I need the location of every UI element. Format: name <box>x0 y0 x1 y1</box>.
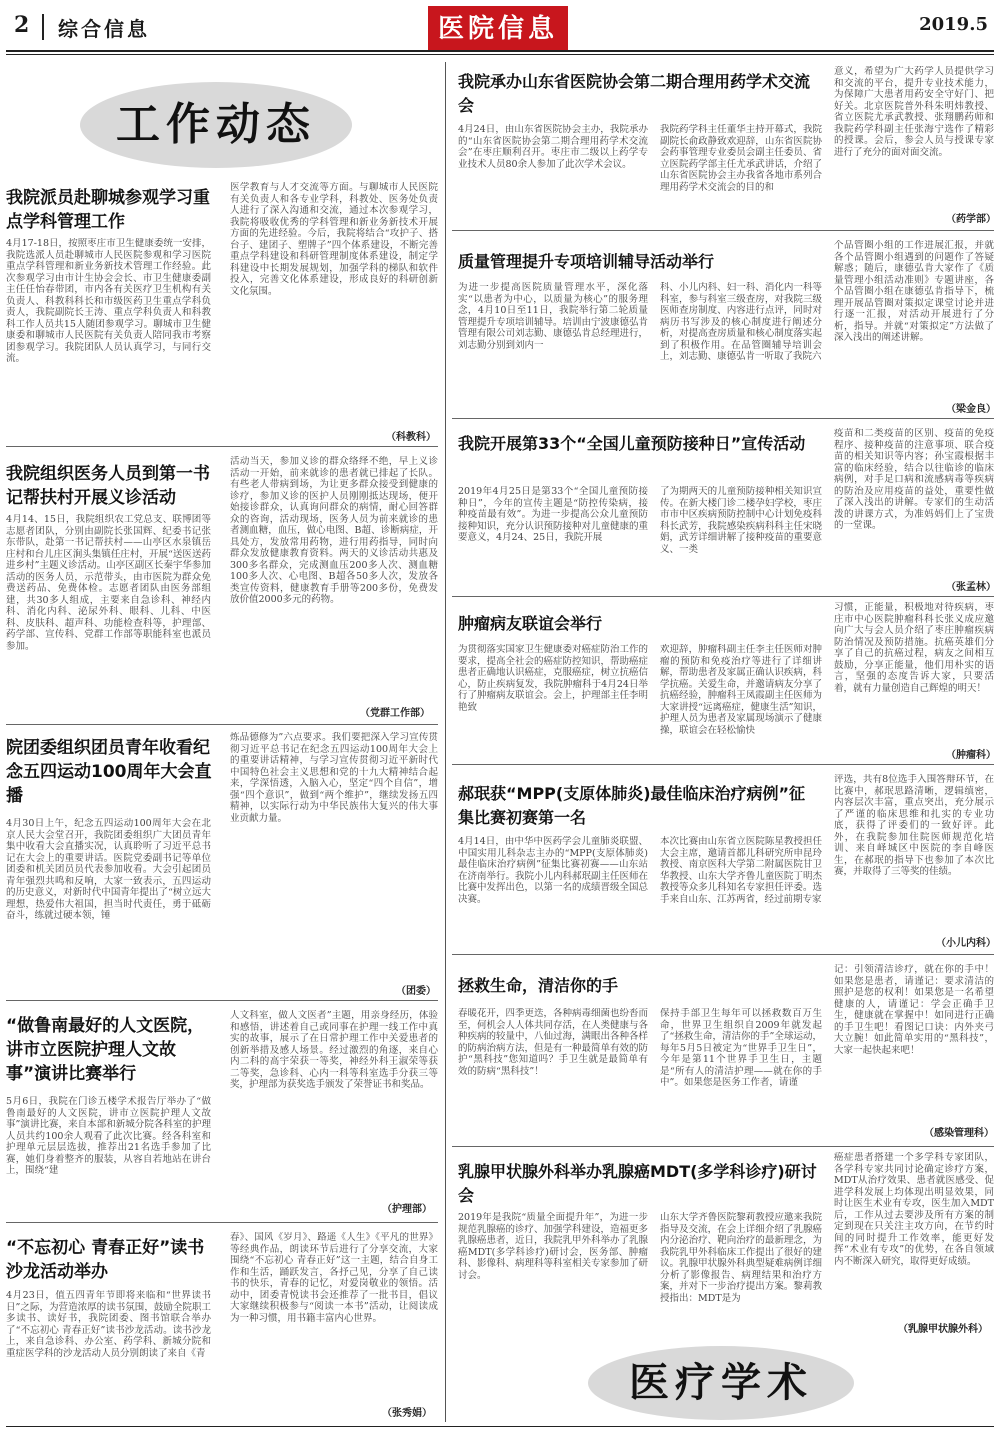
section-banner-medical-academic: 医疗学术 <box>588 1346 854 1420</box>
article-body: 本次比赛由山东省立医院陈星教授担任大会主席，邀请首都儿科研究所申昆玲教授、南京医科大学第二附属医院甘卫华教授、山东大学齐鲁儿童医院丁明杰教授等众多儿科知名专家担任评委。选手来自山东、江苏两省，经过前期专家 <box>660 836 822 905</box>
article-body: 疫苗和二类疫苗的区别、疫苗的免疫程序、接种疫苗的注意事项、联合疫苗的相关知识等内容；孙宝霞根据丰富的临床经验，结合以往临诊的临床病例，对手足口病和流感病毒等疾病的防治及应用疫苗的益处，重要性做了深入浅出的讲解。专家们的生动活泼的讲课方式，为准妈妈们上了宝贵的一堂课。 <box>834 428 994 531</box>
article-author: （梁金良） <box>946 404 996 415</box>
article-body: 4月14日，由中华中医药学会儿童肺炎联盟、中国实用儿科杂志主办的“MPP(支原体肺炎)最佳临床治疗病例”征集比赛初赛——山东站在济南举行。我院小儿内科郝珉副主任医师在比赛中发挥出色，以第一名的成绩晋级全国总决赛。 <box>458 836 648 905</box>
article-author: （张秀娟） <box>382 1408 432 1419</box>
article-body: 2019年4月25日是第33个“全国儿童预防接种日”，今年的宣传主题是“防控传染病，接种疫苗最有效”。为进一步提高公众儿童预防接种知识，充分认识预防接种对儿童健康的重要意义，4月24、25日，我院开展 <box>458 486 648 543</box>
article-body: 春》、国风《岁月》、路遥《人生》《平凡的世界》等经典作品，朗读环节后进行了分享交流，大家围绕“不忘初心 青春正好”这一主题，结合自身工作和生活，踊跃发言，各抒己见，分享了自己读书的快乐，青春的记忆，对爱岗敬业的领悟。活动中，团委青悦读书会还推荐了一批书目，倡议大家继续积极参与“阅读一本书”活动，让阅读成为一种习惯，用书籍丰富内心世界。 <box>230 1232 438 1324</box>
article-author: （护理部） <box>382 1204 432 1215</box>
article-author: （科教科） <box>386 432 436 443</box>
issue-date: 2019.5 <box>919 14 988 35</box>
column-divider <box>445 62 446 1422</box>
article-body: 人文科室，做人文医者”主题，用亲身经历，体验和感悟，讲述着自己或同事在护理一线工作中真实的故事，展示了在日常护理工作中关爱患者的创新举措及感人场景。经过激烈的角逐，来自心内二科的高宇荣获一等奖，神经外科王淑荣等获二等奖，急诊科、心内一科等科室选手分获三等奖，护理部为获奖选手颁发了荣誉证书和奖品。 <box>230 1010 438 1090</box>
article-body: 4月23日，值五四青年节即将来临和“世界读书日”之际，为营造浓厚的读书氛围，鼓励全院职工多读书、读好书，我院团委、图书馆联合举办了“不忘初心 青春正好”读书沙龙活动。读书沙龙上，来自急诊科、办公室、药学科、新城分院和重症医学科的沙龙活动人员分别朗读了来自《青 <box>6 1290 211 1359</box>
section-name: 综合信息 <box>58 17 150 41</box>
article-body: 4月30日上午，纪念五四运动100周年大会在北京人民大会堂召开，我院团委组织广大团员青年集中收看大会直播实况，认真聆听了习近平总书记在大会上的重要讲话。医院党委副书记等单位团委和机关团员员代表参加收看。大会引起团员青年强烈共鸣和反响，大家一致表示，五四运动的历史意义，对新时代中国青年提出了“树立远大理想，热爱伟大祖国，担当时代责任，勇于砥砺奋斗，练就过硬本领，锤 <box>6 818 211 921</box>
article-body: 了为期两天的儿童预防接种相关知识宣传。在新大楼门诊二楼孕妇学校，枣庄市市中区疾病预防控制中心计划免疫科科长武芳，我院感染疾病科科主任宋晓娟，武芳详细讲解了接种疫苗的重要意义、一类 <box>660 486 822 555</box>
header-divider <box>42 14 44 40</box>
article-title: 我院派员赴聊城参观学习重点学科管理工作 <box>6 188 210 232</box>
page-number: 2 <box>14 12 30 38</box>
article-title: “不忘初心 青春正好”读书沙龙活动举办 <box>6 1238 205 1282</box>
article-divider <box>6 446 438 447</box>
article-title: 乳腺甲状腺外科举办乳腺癌MDT(多学科诊疗)研讨会 <box>458 1162 817 1205</box>
article-author: （感染管理科） <box>924 1128 994 1139</box>
article-author: （乳腺甲状腺外科） <box>898 1324 988 1335</box>
article-divider <box>452 230 994 231</box>
article-author: （团委） <box>396 986 436 997</box>
article-divider <box>452 954 994 955</box>
article-body: 评选，共有8位选手入围答辩环节，在比赛中，郝珉思路清晰，逻辑缜密，内容层次丰富，重点突出，充分展示了严谨的临床思维和扎实的专业功底，获得了评委们的一致好评。此外，在我院参加住院医师规范化培训、来自峄城区中医院的李自峰医生，在郝珉的指导下也参加了本次比赛，并取得了三等奖的佳绩。 <box>834 774 994 877</box>
article-body: 为进一步提高医院质量管理水平，深化落实“以患者为中心，以质量为核心”的服务理念，4月10日至11日，我院举行第二轮质量管理提升专项培训辅导。培训由宁波康德弘肯管理有限公司刘志勤、康德弘肯总经理进行，刘志勤分别到刘内一 <box>458 282 648 351</box>
article-body: 个品管圈小组的工作进展汇报，并就各个品管圈小组遇到的问题作了答疑解惑；随后，康德弘肯大家作了《质量管理小组活动准则》专题讲座，各个品管圈小组在康德弘肯指导下，梳理开展品管圈对策拟定课堂讨论并进行逐一汇报，对活动开展进行了分析，指导。并就“对策拟定”方法做了深入浅出的阐述讲解。 <box>834 240 994 343</box>
article-divider <box>452 596 994 597</box>
header-rule <box>6 50 994 52</box>
section-banner-work-news: 工作动态 <box>80 82 352 168</box>
article-body: 保持手部卫生每年可以拯救数百万生命，世界卫生组织自2009年就发起了“拯救生命，清洁你的手”全球运动，每年5月5日被定为“世界手卫生日”，今年是第11个世界手卫生日，主题是“所有人的清洁护理——就在你的手中”。如果您是医务工作者，请谨 <box>660 1008 822 1088</box>
article-body: 为贯彻落实国家卫生健康委对癌症防治工作的要求，提高全社会的癌症防控知识，帮助癌症患者正确地认识癌症，克服癌症，树立抗癌信心，防止疾病复发，我院肿瘤科于4月24日举行了肿瘤病友联谊会。会上，护理部主任李明艳致 <box>458 644 648 713</box>
article-body: 意义，希望为广大药学人员提供学习和交流的平台，提升专业技术能力，为保障广大患者用药安全守好门、把好关。北京医院普外科朱明炜教授、省立医院尤承武教授、张翔鹏药师和我院药学科副主任张海宁选作了精彩的授课。会后，参会人员与授课专家进行了充分的面对面交流。 <box>834 66 994 158</box>
article-title: 我院组织医务人员到第一书记帮扶村开展义诊活动 <box>6 464 210 508</box>
header-rule-thin <box>6 54 994 55</box>
article-title: 拯救生命，清洁你的手 <box>458 976 619 995</box>
article-body: 习惯，正能量，积极地对待疾病，枣庄市中心医院肿瘤科科长张义成应邀向广大与会人员介绍了枣庄肿瘤疾病防治情况及预防措施。抗癌英雄们分享了自己的抗癌过程，病友之间相互鼓励，分享正能量，他们用朴实的语言，坚强的态度告诉大家，只要活着，就有力量创造自己辉煌的明天！ <box>834 602 994 694</box>
article-divider <box>6 1000 438 1001</box>
article-title: 我院开展第33个“全国儿童预防接种日”宣传活动 <box>458 434 806 453</box>
article-title: 我院承办山东省医院协会第二期合理用药学术交流会 <box>458 72 811 115</box>
article-body: 春暖花开，四季更迭，各种病毒细菌也纷沓而至，何机会人人体共同存活，在人类健康与各种疾病的较量中，八仙过海，满眼出各种各样的防病治病方法，但是有一种最简单有效的防护“黑科技”您知道吗？手卫生就是最简单有效的防病“黑科技”！ <box>458 1008 648 1077</box>
footer-rule <box>6 1426 994 1427</box>
article-title: 质量管理提升专项培训辅导活动举行 <box>458 252 715 271</box>
article-body: 炼品德修为”六点要求。我们要把深入学习宣传贯彻习近平总书记在纪念五四运动100周年大会上的重要讲话精神，与学习宣传贯彻习近平新时代中国特色社会主义思想和党的十九大精神结合起来，学深悟透，入脑入心，坚定“四个自信”，增强“四个意识”，做到“两个维护”，继续发扬五四精神，以实际行动为中华民族伟大复兴的伟大事业贡献力量。 <box>230 732 438 824</box>
article-body: 4月24日，由山东省医院协会主办，我院承办的“山东省医院协会第二期合理用药学术交流会”在枣庄顺利召开。枣庄市二级以上药学专业技术人员80余人参加了此次学术会议。 <box>458 124 648 170</box>
article-divider <box>6 1222 438 1223</box>
article-body: 4月17-18日，按照枣庄市卫生健康委统一安排，我院选派人员赴聊城市人民医院参观和学习医院重点学科管理和新业务新技术管理工作经验。此次参观学习由市计生协会会长、市卫生健康委副主任任怡春带团，市内各有关医疗卫生机构有关负责人、科教科科长和市级医药卫生重点学科负责人，我院副院长王涛、重点学科负责人和科教科工作人员共15人随团参观学习。聊城市卫生健康委和聊城市人民医院有关负责人陪同我市考察团参观学习。我院团队人员认真学习，与同行交流。 <box>6 238 211 364</box>
article-divider <box>6 724 438 725</box>
article-body: 我院药学科主任董华主持开幕式，我院副院长俞政静致欢迎辞，山东省医院协会药事管理专业委员会副主任委员、省立医院药学部主任尤承武讲话，介绍了山东省医院协会主办我省各地市系列合理用药学术交流会的目的和 <box>660 124 822 193</box>
article-body: 5月6日，我院在门诊五楼学术报告厅举办了“做鲁南最好的人文医院，讲市立医院护理人文故事”演讲比赛，来自本部和新城分院各科室的护理人员共约100余人观看了此次比赛。经各科室和护理单元层层选拔，推荐出21名选手参加了比赛，她们身着整齐的服装，从容自若地站在讲台上，围绕“建 <box>6 1096 211 1176</box>
article-body: 活动当天，参加义诊的群众络绎不绝，早上义诊活动一开始，前来就诊的患者就已排起了长队。有些老人带病到场，为让更多群众接受到健康的诊疗，参加义诊的医护人员刚刚抵达现场，便开始接诊群众，认真询问群众的病情，耐心回答群众的咨询，活动现场，医务人员为前来就诊的患者测血糖，血压，做心电图、B超、诊断病症，开具处方，发放常用药物，进行用药指导，同时向群众发放健康教育资料。两天的义诊活动共惠及300多名群众，完成测血压200多人次、测血糖100多人次、心电图、B超各50多人次，发放各类宣传资料，健康教育手册等200多份，免费发放价值2000多元的药物。 <box>230 456 438 605</box>
article-body: 2019年是我院“质量全面提升年”，为进一步规范乳腺癌的诊疗、加强学科建设，造福更多乳腺癌患者，近日，我院乳甲外科举办了乳腺癌MDT(多学科诊疗)研讨会，医务部、肿瘤科、影像科、病理科等科室相关专家参加了研讨会。 <box>458 1212 648 1281</box>
article-body: 医学教育与人才交流等方面。与聊城市人民医院有关负责人和各专业学科，科教处、医务处负责人进行了深入沟通和交流，通过本次参观学习，我院将吸收优秀的学科管理和新业务新技术开展方面的先进经验。今后，我院将结合“攻护子、搭台子、建团子、塑牌子”四个体系建设，不断完善重点学科建设和科研管理制度体系建设，制定学科建设中长期发展规划，加强学科的梯队和软件投入，完善文化体系建设，形成良好的科研创新文化氛围。 <box>230 182 438 297</box>
masthead-logo: 医院信息 <box>428 6 568 52</box>
article-author: （张孟林） <box>946 582 996 593</box>
article-title: 肿瘤病友联谊会举行 <box>458 614 603 633</box>
article-title: “做鲁南最好的人文医院，讲市立医院护理人文故事”演讲比赛举行 <box>6 1016 205 1084</box>
article-body: 山东大学齐鲁医院黎莉教授应邀来我院指导及交流，在会上详细介绍了乳腺癌内分泌治疗、靶向治疗的最新理念，为我院乳甲外科临床工作提出了很好的建议。乳腺甲状腺外科典型疑难病例详细分析了影像报告、病理结果和治疗方案，并对下一步治疗提出方案。黎莉教授指出：MDT是为 <box>660 1212 822 1304</box>
article-body: 科、小儿内科、妇一科、消化内一科等科室，参与科室三级查房，对我院三级医师查房制度、内容进行点评，同时对病历书写涉及的核心制度进行阐述分析，对提高查房质量和核心制度落实起到了积极作用。在品管圈辅导培训会上，刘志勤、康德弘肯一听取了我院六 <box>660 282 822 362</box>
article-body: 欢迎辞，肿瘤科副主任李主任医师对肿瘤的预防和免疫治疗等进行了详细讲解，帮助患者及家属正确认识疾病，科学抗癌。关爱生命，并邀请病友分享了抗癌经验，肿瘤科王凤霞副主任医师为大家讲授“远离癌症，健康生活”知识，护理人员为患者及家属现场演示了健康操，联谊会在轻松愉快 <box>660 644 822 736</box>
article-divider <box>452 1146 994 1147</box>
article-divider <box>452 418 994 419</box>
article-body: 癌症患者搭建一个多学科专家团队，各学科专家共同讨论确定诊疗方案，MDT从治疗效果、患者就医感受、促进学科发展上均体现出明显效果，同时让医生术业有专攻，医生加入MDT后，工作从过去要涉及所有方案的制定到现在只关注主攻方向，在节约时间的同时提升工作效率，能更好发挥“术业有专攻”的优势，在各自领域内不断深入研究，取得更好成绩。 <box>834 1152 994 1267</box>
article-author: （小儿内科） <box>936 938 996 949</box>
article-body: 4月14、15日，我院组织农工党总支、联博团等志愿者团队，分别由副院长张国辉、纪委书记张东带队，赴第一书记帮扶村——山亭区水泉镇岳庄村和台儿庄区涧头集镇任庄村，开展“送医送药进乡村”主题义诊活动。山亭区副区长秦宇华参加活动的医务人员，示范带头，由市医院为群众免费送药品、免费体检。志愿者团队由医务部组建，共30多人组成，主要来自急诊科、神经内科、消化内科、泌尿外科、眼科、儿科、中医科、皮肤科、超声科、功能检查科等，护理部、药学部、宣传科、党群工作部等职能科室也派员参加。 <box>6 514 211 652</box>
article-author: （肿瘤科） <box>946 750 996 761</box>
article-author: （药学部） <box>946 214 996 225</box>
article-body: 记：引领清洁诊疗，就在你的手中！如果您是患者，请谨记：要求清洁的照护是您的权利！如果您是一名希望健康的人，请谨记：学会正确手卫生，健康就在掌握中！如同进行正确的手卫生吧！看图记口诀：内外夹弓大立腕！如此简单实用的“黑科技”，大家一起快起来吧！ <box>834 964 994 1056</box>
article-title: 郝珉获“MPP(支原体肺炎)最佳临床治疗病例”征集比赛初赛第一名 <box>458 784 806 827</box>
article-divider <box>452 764 994 765</box>
article-title: 院团委组织团员青年收看纪念五四运动100周年大会直播 <box>6 738 212 806</box>
article-author: （党群工作部） <box>360 708 430 719</box>
